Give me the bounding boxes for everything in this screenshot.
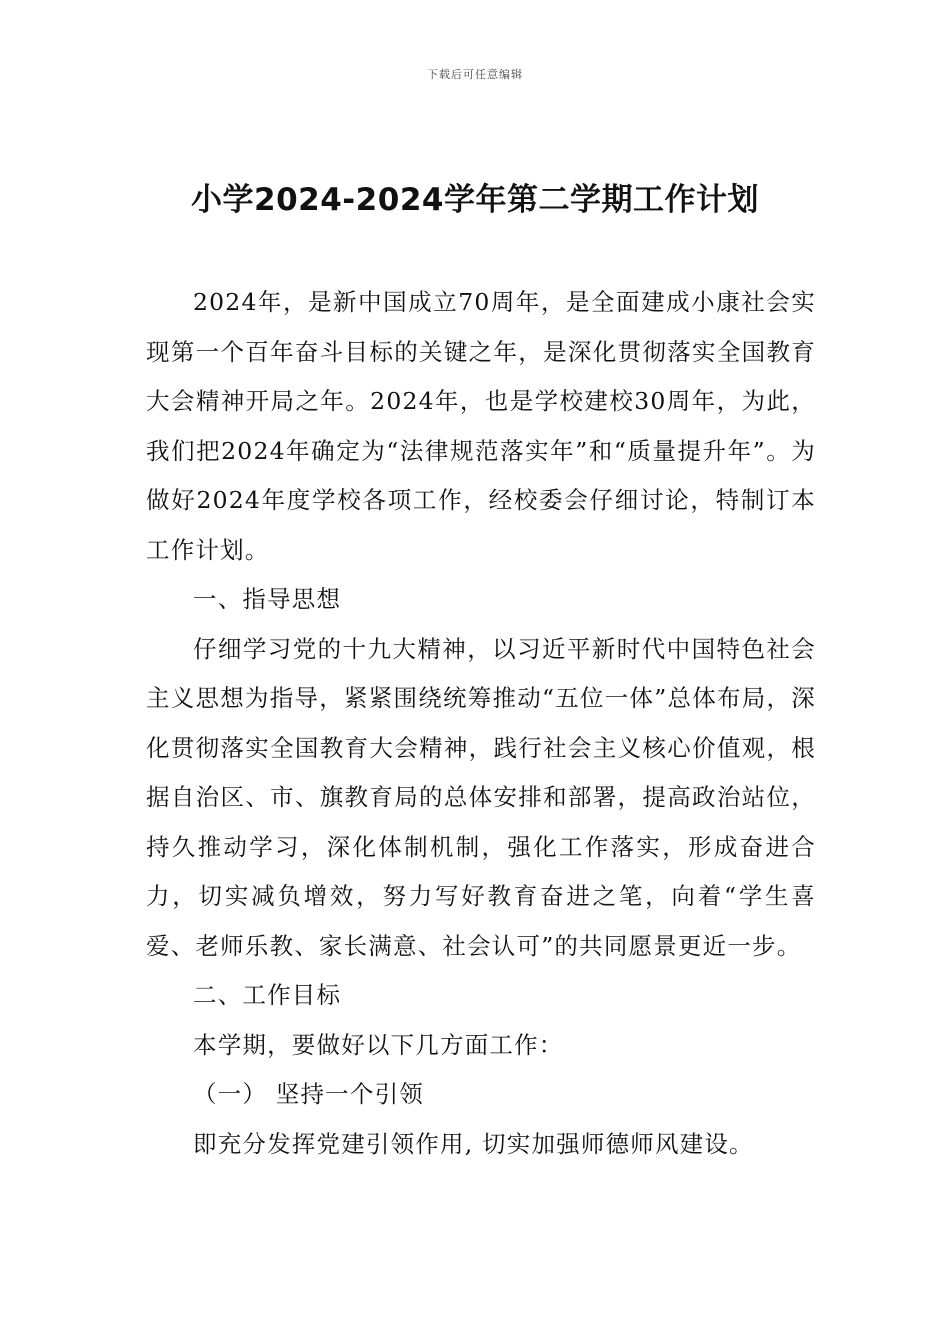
subsection-heading-one-lead: （一） 坚持一个引领 [193,1080,424,1108]
document-body [146,278,816,1169]
section-heading-work-goals: 二、工作目标 [193,981,342,1009]
paragraph-one-lead: 即充分发挥党建引领作用, 切实加强师德师风建设。 [193,1129,754,1158]
header-note: 下载后可任意编辑 [427,68,523,81]
paragraph-guiding-ideology: 仔细学习党的十九大精神，以习近平新时代中国特色社会主义思想为指导，紧紧围绕统筹推动“五位一体”总体布局，深化贯彻落实全国教育大会精神，践行社会主义核心价值观，根据自治区、市、旗教育局的总体安排和部署，提高政治站位，持久推动学习，深化体制机制，强化工作落实，形成奋进合力，切实减负增效，努力写好教育奋进之笔，向着“学生喜爱、老师乐教、家长满意、社会认可”的共同愿景更近一步。 [146,634,816,960]
paragraph-intro: 2024年，是新中国成立70周年，是全面建成小康社会实现第一个百年奋斗目标的关键之年，是深化贯彻落实全国教育大会精神开局之年。2024年，也是学校建校30周年，为此，我们把2024年确定为“法律规范落实年”和“质量提升年”。为做好2024年度学校各项工作，经校委会仔细讨论，特制订本工作计划。 [146,288,816,564]
document-title: 小学2024-2024学年第二学期工作计划 [191,182,759,218]
paragraph-work-goals-intro: 本学期，要做好以下几方面工作： [193,1030,564,1059]
section-heading-guiding-ideology: 一、指导思想 [193,585,342,613]
